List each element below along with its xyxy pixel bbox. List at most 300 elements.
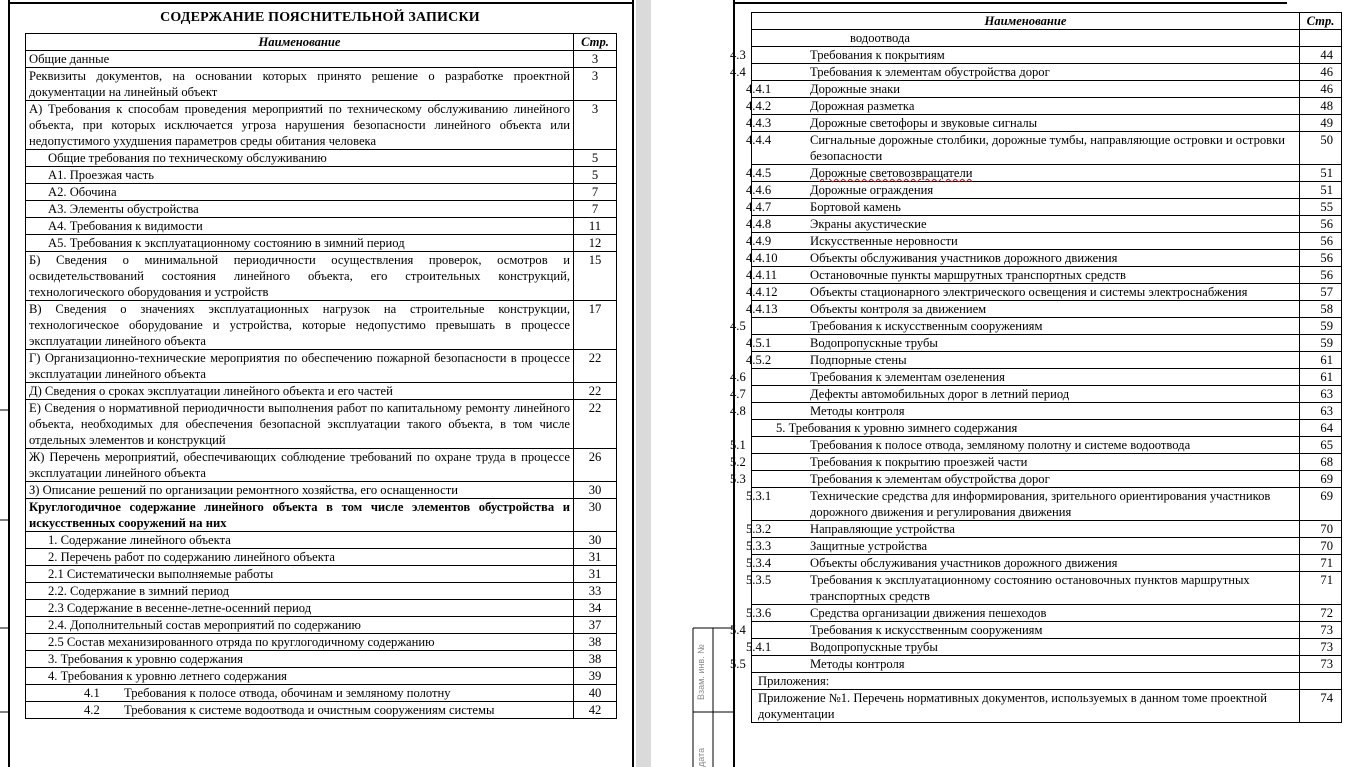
toc-entry-text: Водопропускные трубы [810,640,938,654]
table-row [752,488,1342,521]
toc-table-continued [730,12,1342,723]
toc-entry-text: 3. Требования к уровню содержания [48,652,243,666]
toc-entry-page: 68 [1300,454,1342,471]
toc-entry-text: Ж) Перечень мероприятий, обеспечивающих соблюдение требований по охране труда в процессе эксплуатации линейного объекта [29,450,570,480]
toc-entry-text: Общие требования по техническому обслуживанию [48,151,327,165]
toc-entry-page: 7 [574,201,617,218]
toc-entry-text: З) Описание решений по организации ремонтного хозяйства, его оснащенности [29,483,458,497]
table-row [26,235,617,252]
table-row [26,449,617,482]
toc-entry-title [746,98,1300,115]
toc-entry-page: 15 [574,252,617,301]
toc-entry-text: Бортовой камень [810,200,901,214]
table-row [26,218,617,235]
toc-entry-title [746,267,1300,284]
table-row [26,201,617,218]
toc-entry-page: 3 [574,101,617,150]
toc-entry-page: 26 [574,449,617,482]
toc-entry-number: 4.7 [730,387,746,401]
toc-entry-page: 34 [574,600,617,617]
toc-entry-title [746,182,1300,199]
toc-entry-title [746,250,1300,267]
toc-entry-text: Требования к искусственным сооружениям [810,623,1043,637]
document-page-1 [0,0,636,767]
column-header-page: Стр. [1300,13,1342,30]
toc-entry-page: 48 [1300,98,1342,115]
toc-entry-text: Требования к системе водоотвода и очистным сооружениям системы [124,703,495,717]
table-row [752,81,1342,98]
toc-entry-title [26,252,574,301]
toc-entry-title [26,51,574,68]
table-row [752,216,1342,233]
toc-entry-page: 39 [574,668,617,685]
toc-entry-title [746,488,1300,521]
toc-entry-number: 5.3.2 [746,522,772,536]
toc-entry-title [746,352,1300,369]
table-row [26,634,617,651]
table-row [26,566,617,583]
column-header-name: Наименование [26,34,574,51]
table-row [752,622,1342,639]
table-row [752,437,1342,454]
toc-entry-page: 31 [574,566,617,583]
toc-entry-page: 56 [1300,267,1342,284]
table-row [26,400,617,449]
toc-entry-title [26,201,574,218]
toc-entry-text: водоотвода [850,31,910,45]
toc-entry-page: 71 [1300,555,1342,572]
table-row [752,639,1342,656]
toc-entry-page: 42 [574,702,617,719]
toc-entry-title [26,583,574,600]
toc-entry-title [26,101,574,150]
toc-entry-page: 73 [1300,622,1342,639]
toc-entry-number: 5.4.1 [746,640,772,654]
toc-entry-text: Экраны акустические [810,217,927,231]
toc-entry-title [746,538,1300,555]
table-row [26,51,617,68]
toc-entry-title [26,301,574,350]
toc-entry-text: 2.5 Состав механизированного отряда по круглогодичному содержанию [48,635,435,649]
table-row [752,318,1342,335]
toc-entry-number: 5.3.1 [746,489,772,503]
toc-entry-page: 72 [1300,605,1342,622]
toc-entry-text: Искусственные неровности [810,234,958,248]
toc-entry-number: 4.4.3 [746,116,772,130]
toc-entry-text: 4. Требования к уровню летнего содержания [48,669,287,683]
toc-entry-page: 38 [574,634,617,651]
toc-entry-number: 5.3.5 [746,573,772,587]
toc-entry-title [26,482,574,499]
toc-entry-title [730,47,1300,64]
toc-entry-text: Методы контроля [810,657,905,671]
toc-entry-title [26,350,574,383]
toc-entry-page: 61 [1300,352,1342,369]
table-row [752,369,1342,386]
table-row [26,532,617,549]
toc-entry-page: 55 [1300,199,1342,216]
toc-entry-number: 4.4.12 [746,285,778,299]
table-row [26,651,617,668]
toc-entry-page: 73 [1300,639,1342,656]
toc-entry-text: А5. Требования к эксплуатационному состоянию в зимний период [48,236,405,250]
toc-entry-page: 37 [574,617,617,634]
toc-entry-title [730,403,1300,420]
toc-entry-number: 5.3.4 [746,556,772,570]
toc-entry-text: Общие данные [29,52,110,66]
toc-entry-number: 4.4.1 [746,82,772,96]
toc-entry-title [26,566,574,583]
toc-entry-text: Объекты обслуживания участников дорожного движения [810,556,1118,570]
toc-entry-text: Объекты обслуживания участников дорожного движения [810,251,1118,265]
toc-entry-title [746,132,1300,165]
toc-entry-text: Требования к элементам озеленения [810,370,1005,384]
toc-entry-text: Требования к покрытию проезжей части [810,455,1028,469]
toc-entry-text: А4. Требования к видимости [48,219,203,233]
toc-entry-number: 4.4.8 [746,217,772,231]
toc-entry-page: 31 [574,549,617,566]
toc-entry-title [746,115,1300,132]
table-row [26,350,617,383]
toc-entry-title [730,622,1300,639]
toc-entry-page: 70 [1300,538,1342,555]
toc-entry-title [746,81,1300,98]
toc-entry-text: Дорожные световозвращатели [810,166,973,180]
toc-entry-number: 4.5.1 [746,336,772,350]
toc-entry-number: 5.3 [730,472,746,486]
toc-entry-text: Д) Сведения о сроках эксплуатации линейного объекта и его частей [29,384,393,398]
toc-entry-title [26,549,574,566]
table-row [752,284,1342,301]
toc-entry-page: 74 [1300,690,1342,723]
toc-entry-page: 11 [574,218,617,235]
toc-entry-title [26,668,574,685]
toc-entry-title [752,420,1300,437]
toc-entry-title [730,656,1300,673]
toc-entry-text: 5. Требования к уровню зимнего содержания [776,421,1018,435]
table-row [26,600,617,617]
toc-entry-text: Требования к искусственным сооружениям [810,319,1043,333]
table-row [26,383,617,400]
toc-entry-text: А1. Проезжая часть [48,168,155,182]
toc-entry-text: Приложение №1. Перечень нормативных документов, используемых в данном томе проектной документации [758,691,1267,721]
table-row [752,115,1342,132]
table-row [26,167,617,184]
toc-entry-page: 7 [574,184,617,201]
toc-entry-title [26,499,574,532]
toc-entry-title [26,184,574,201]
toc-entry-title [26,702,574,719]
toc-entry-page: 22 [574,400,617,449]
toc-entry-text: Б) Сведения о минимальной периодичности осуществления проверок, осмотров и освидетельствований состояния линейного объекта, его строительных конструкций, технологического оборудования и устройств [29,253,570,299]
toc-entry-page: 40 [574,685,617,702]
table-row [752,233,1342,250]
toc-entry-page: 3 [574,68,617,101]
toc-entry-page: 50 [1300,132,1342,165]
toc-entry-number: 4.2 [84,703,100,717]
toc-entry-number: 5.5 [730,657,746,671]
table-row [752,352,1342,369]
toc-table [25,33,617,719]
toc-entry-number: 4.4.7 [746,200,772,214]
table-row [26,150,617,167]
toc-entry-title [26,651,574,668]
toc-entry-title [26,150,574,167]
table-row [752,538,1342,555]
table-row [26,583,617,600]
table-row [752,47,1342,64]
toc-entry-text: 2.4. Дополнительный состав мероприятий по содержанию [48,618,361,632]
toc-entry-text: Требования к покрытиям [810,48,945,62]
toc-entry-number: 4.4.5 [746,166,772,180]
toc-entry-text: В) Сведения о значениях эксплуатационных нагрузок на строительные конструкции, технологическое оборудование и устройства, которые недопустимо превышать в процессе эксплуатации линейного объекта [29,302,570,348]
toc-entry-page: 59 [1300,335,1342,352]
toc-entry-text: Требования к элементам обустройства дорог [810,472,1050,486]
table-row [752,199,1342,216]
toc-entry-page: 73 [1300,656,1342,673]
toc-entry-number: 4.3 [730,48,746,62]
table-header-row [26,34,617,51]
table-row [26,499,617,532]
toc-entry-number: 4.4.2 [746,99,772,113]
toc-entry-text: Дорожные ограждения [810,183,934,197]
toc-entry-title [746,165,1300,182]
table-row [752,690,1342,723]
toc-entry-text: Подпорные стены [810,353,907,367]
toc-entry-text: Требования к полосе отвода, земляному полотну и системе водоотвода [810,438,1191,452]
toc-entry-page: 58 [1300,301,1342,318]
table-row [26,685,617,702]
table-row [752,605,1342,622]
toc-entry-title [730,318,1300,335]
toc-entry-number: 5.1 [730,438,746,452]
toc-entry-page: 69 [1300,488,1342,521]
table-row [752,471,1342,488]
toc-entry-text: 2. Перечень работ по содержанию линейного объекта [48,550,335,564]
toc-entry-title [26,68,574,101]
table-row [26,482,617,499]
toc-entry-text: Объекты стационарного электрического освещения и системы электроснабжения [810,285,1248,299]
toc-entry-page: 46 [1300,81,1342,98]
toc-entry-page: 38 [574,651,617,668]
toc-entry-title [746,521,1300,538]
toc-entry-page: 44 [1300,47,1342,64]
toc-entry-text: Направляющие устройства [810,522,955,536]
toc-entry-title [26,383,574,400]
toc-entry-number: 5.3.6 [746,606,772,620]
toc-entry-title [26,218,574,235]
toc-entry-text: Требования к эксплуатационному состоянию остановочных пунктов маршрутных транспортных средств [810,573,1250,603]
toc-entry-title [746,555,1300,572]
toc-entry-title [26,400,574,449]
toc-entry-page: 64 [1300,420,1342,437]
toc-entry-text: Дефекты автомобильных дорог в летний период [810,387,1070,401]
toc-entry-text: Дорожные знаки [810,82,900,96]
toc-entry-page: 57 [1300,284,1342,301]
table-row [26,252,617,301]
toc-entry-number: 4.8 [730,404,746,418]
table-row [26,301,617,350]
toc-entry-page: 12 [574,235,617,252]
toc-entry-title [26,685,574,702]
toc-entry-number: 4.4.11 [746,268,778,282]
toc-entry-title [26,532,574,549]
toc-entry-number: 4.4.6 [746,183,772,197]
toc-entry-page: 59 [1300,318,1342,335]
toc-entry-text: 2.2. Содержание в зимний период [48,584,230,598]
table-row [26,68,617,101]
table-row [26,184,617,201]
toc-entry-title [26,235,574,252]
toc-entry-number: 4.6 [730,370,746,384]
toc-entry-text: Требования к элементам обустройства дорог [810,65,1050,79]
toc-entry-title [746,301,1300,318]
toc-entry-page: 63 [1300,403,1342,420]
toc-entry-text: 2.1 Систематически выполняемые работы [48,567,274,581]
toc-entry-page: 22 [574,350,617,383]
toc-entry-title [26,449,574,482]
toc-entry-page: 33 [574,583,617,600]
toc-entry-text: Дорожные светофоры и звуковые сигналы [810,116,1038,130]
toc-entry-title [746,605,1300,622]
toc-entry-page: 51 [1300,182,1342,199]
document-page-2 [651,0,1351,767]
toc-entry-number: 4.5.2 [746,353,772,367]
toc-entry-text: Дорожная разметка [810,99,915,113]
toc-entry-number: 4.1 [84,686,100,700]
toc-entry-text: А3. Элементы обустройства [48,202,199,216]
toc-entry-page [1300,673,1342,690]
toc-entry-number: 4.4 [730,65,746,79]
toc-entry-title [746,335,1300,352]
toc-entry-page: 30 [574,482,617,499]
toc-entry-page: 22 [574,383,617,400]
stamp-label-date: дата [696,747,706,767]
toc-entry-title [730,369,1300,386]
toc-entry-text: Круглогодичное содержание линейного объекта в том числе элементов обустройства и искусственных сооружений на них [29,500,570,530]
toc-entry-title [752,690,1300,723]
toc-entry-title [752,673,1300,690]
toc-entry-text: Методы контроля [810,404,905,418]
toc-entry-text: Средства организации движения пешеходов [810,606,1047,620]
toc-entry-page: 46 [1300,64,1342,81]
toc-entry-title [746,639,1300,656]
toc-entry-page: 71 [1300,572,1342,605]
table-row [752,267,1342,284]
toc-entry-number: 5.3.3 [746,539,772,553]
table-row [26,549,617,566]
toc-entry-title [730,64,1300,81]
toc-entry-title [730,437,1300,454]
toc-entry-text: 1. Содержание линейного объекта [48,533,231,547]
toc-entry-text: Реквизиты документов, на основании которых принято решение о разработке проектной документации на линейный объект [29,69,570,99]
stamp-label-replace: Взам. инв. № [696,644,706,700]
table-row [752,98,1342,115]
toc-entry-title [26,167,574,184]
toc-entry-page: 69 [1300,471,1342,488]
toc-entry-title [730,471,1300,488]
toc-entry-page: 5 [574,150,617,167]
toc-body-continued [730,30,1342,723]
table-row [752,165,1342,182]
document-title: СОДЕРЖАНИЕ ПОЯСНИТЕЛЬНОЙ ЗАПИСКИ [160,10,480,25]
toc-entry-number: 4.5 [730,319,746,333]
toc-entry-page: 3 [574,51,617,68]
table-row [752,386,1342,403]
table-row [752,572,1342,605]
toc-entry-page: 30 [574,499,617,532]
toc-entry-title [730,454,1300,471]
table-row [752,673,1342,690]
toc-entry-title [752,30,1300,47]
table-row [752,420,1342,437]
toc-entry-number: 4.4.9 [746,234,772,248]
toc-entry-text: Приложения: [758,674,830,688]
toc-entry-title [746,572,1300,605]
toc-entry-text: Сигнальные дорожные столбики, дорожные тумбы, направляющие островки и островки безопасности [810,133,1285,163]
table-row [752,30,1342,47]
toc-entry-text: Остановочные пункты маршрутных транспортных средств [810,268,1126,282]
column-header-name: Наименование [752,13,1300,30]
table-row [26,668,617,685]
table-row [26,617,617,634]
toc-entry-text: Е) Сведения о нормативной периодичности выполнения работ по капитальному ремонту линейного объекта, необходимых для обеспечения безопасной эксплуатации такого объекта, в том числе отдельных элементов и конструкций [29,401,570,447]
toc-entry-page: 70 [1300,521,1342,538]
toc-entry-number: 4.4.10 [746,251,778,265]
toc-entry-text: Требования к полосе отвода, обочинам и земляному полотну [124,686,451,700]
toc-entry-page: 61 [1300,369,1342,386]
table-row [752,555,1342,572]
table-row [26,101,617,150]
toc-entry-text: Технические средства для информирования, зрительного ориентирования участников дорожного движения и регулирования движения [810,489,1271,519]
toc-entry-text: 2.3 Содержание в весенне-летне-осенний период [48,601,312,615]
toc-entry-title [746,216,1300,233]
table-row [752,454,1342,471]
table-row [752,521,1342,538]
toc-entry-number: 5.4 [730,623,746,637]
toc-entry-title [26,600,574,617]
toc-entry-text: А2. Обочина [48,185,117,199]
toc-body [26,51,617,719]
toc-entry-page: 56 [1300,216,1342,233]
toc-entry-text: Объекты контроля за движением [810,302,987,316]
toc-entry-text: Защитные устройства [810,539,928,553]
toc-entry-page: 51 [1300,165,1342,182]
toc-entry-page: 17 [574,301,617,350]
table-row [26,702,617,719]
toc-entry-title [26,634,574,651]
toc-entry-page: 63 [1300,386,1342,403]
toc-entry-text: Водопропускные трубы [810,336,938,350]
toc-entry-text: А) Требования к способам проведения мероприятий по техническому обслуживанию линейного объекта, при которых исключается угроза нарушения безопасности линейного объекта или недопустимого ухудшения параметров среды обитания человека [29,102,570,148]
toc-entry-page: 30 [574,532,617,549]
table-row [752,335,1342,352]
table-row [752,656,1342,673]
toc-entry-page: 56 [1300,233,1342,250]
toc-entry-title [730,386,1300,403]
table-row [752,182,1342,199]
toc-entry-number: 5.2 [730,455,746,469]
table-header-row [752,13,1342,30]
toc-entry-title [746,199,1300,216]
toc-entry-text: Г) Организационно-технические мероприятия по обеспечению пожарной безопасности в процессе эксплуатации линейного объекта [29,351,570,381]
toc-entry-page [1300,30,1342,47]
toc-entry-page: 56 [1300,250,1342,267]
toc-entry-number: 4.4.4 [746,133,772,147]
toc-entry-title [26,617,574,634]
toc-entry-page: 65 [1300,437,1342,454]
table-row [752,64,1342,81]
